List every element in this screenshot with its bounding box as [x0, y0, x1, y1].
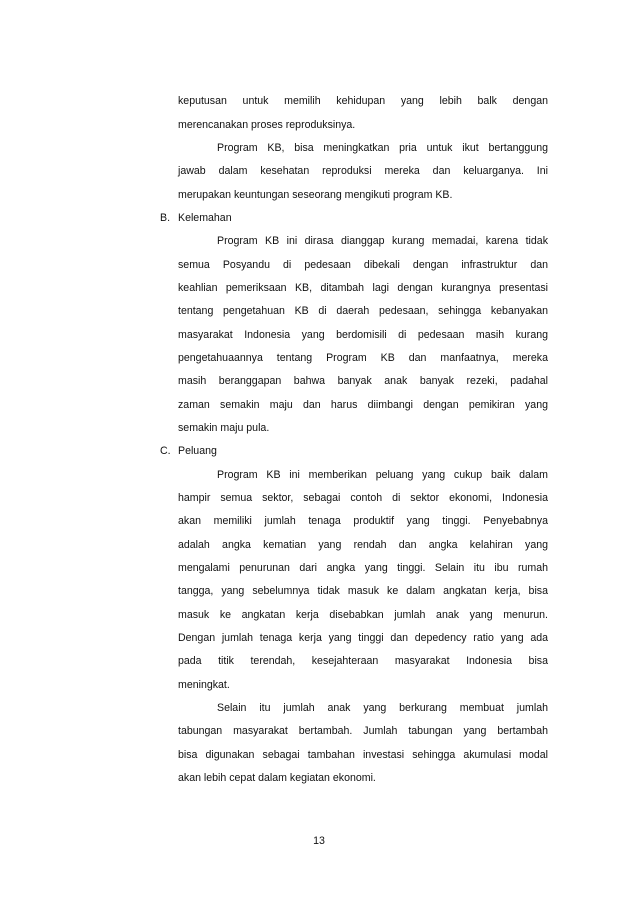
paragraph-first-line: Program KB ini dirasa dianggap kurang memadai, karena tidak [217, 235, 548, 247]
text-line: hampir semua sektor, sebagai contoh di sektor ekonomi, Indonesia [178, 492, 548, 504]
text-line: mengalami penurunan dari angka yang tinggi. Selain itu ibu rumah [178, 562, 548, 574]
text-line: pada titik terendah, kesejahteraan masyarakat Indonesia bisa [178, 655, 548, 667]
text-line: jawab dalam kesehatan reproduksi mereka dan keluarganya. Ini [178, 165, 548, 177]
text-line: pengetahuaannya tentang Program KB dan manfaatnya, mereka [178, 352, 548, 364]
text-line: meningkat. [178, 679, 230, 691]
text-line: tentang pengetahuan KB di daerah pedesaan, sehingga kebanyakan [178, 305, 548, 317]
paragraph-first-line: Program KB ini memberikan peluang yang cukup baik dalam [217, 469, 548, 481]
text-line: akan lebih cepat dalam kegiatan ekonomi. [178, 772, 376, 784]
text-line: bisa digunakan sebagai tambahan investasi sehingga akumulasi modal [178, 749, 548, 761]
text-line: akan memiliki jumlah tenaga produktif yang tinggi. Penyebabnya [178, 515, 548, 527]
text-line: tabungan masyarakat bertambah. Jumlah tabungan yang bertambah [178, 725, 548, 737]
page-number: 13 [313, 835, 325, 847]
text-line: Dengan jumlah tenaga kerja yang tinggi dan depedency ratio yang ada [178, 632, 548, 644]
text-line: merupakan keuntungan seseorang mengikuti program KB. [178, 189, 453, 201]
text-line: masuk ke angkatan kerja disebabkan jumlah anak yang menurun. [178, 609, 548, 621]
text-line: zaman semakin maju dan harus diimbangi dengan pemikiran yang [178, 399, 548, 411]
paragraph-first-line: Program KB, bisa meningkatkan pria untuk ikut bertanggung [217, 142, 548, 154]
text-line: masih beranggapan bahwa banyak anak banyak rezeki, padahal [178, 375, 548, 387]
section-b-marker: B. [160, 212, 171, 224]
text-line: adalah angka kematian yang rendah dan angka kelahiran yang [178, 539, 548, 551]
section-c-marker: C. [160, 445, 171, 457]
text-line: keahlian pemeriksaan KB, ditambah lagi dengan kurangnya presentasi [178, 282, 548, 294]
text-line: semakin maju pula. [178, 422, 270, 434]
text-line: keputusan untuk memilih kehidupan yang lebih balk dengan [178, 95, 548, 107]
text-line: masyarakat Indonesia yang berdomisili di pedesaan masih kurang [178, 329, 548, 341]
text-line: tangga, yang sebelumnya tidak masuk ke dalam angkatan kerja, bisa [178, 585, 548, 597]
text-line: merencanakan proses reproduksinya. [178, 119, 356, 131]
section-c-title: Peluang [178, 445, 217, 457]
text-line: semua Posyandu di pedesaan dibekali dengan infrastruktur dan [178, 259, 548, 271]
paragraph-first-line: Selain itu jumlah anak yang berkurang membuat jumlah [217, 702, 548, 714]
section-b-title: Kelemahan [178, 212, 232, 224]
